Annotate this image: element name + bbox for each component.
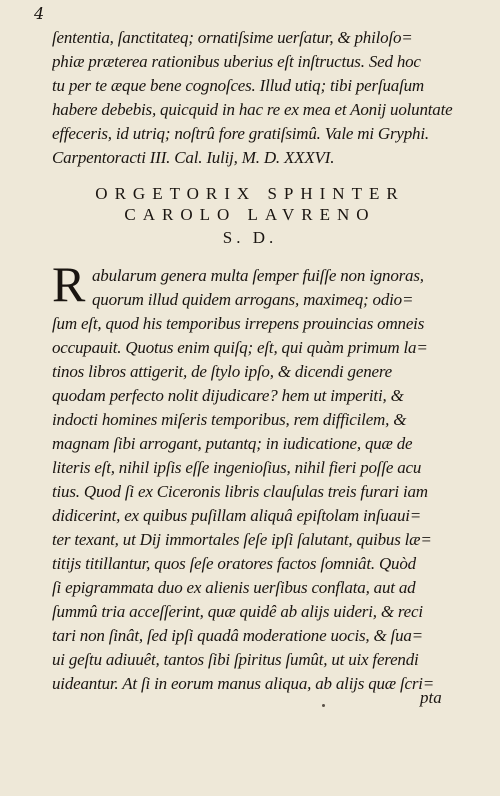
- text-line: uideantur. At ſi in eorum manus aliqua, ab alijs quæ ſcri=: [52, 674, 435, 693]
- text-line: occupauit. Quotus enim quiſq; eſt, qui quàm primum la=: [52, 338, 428, 357]
- text-line: indocti homines miſeris temporibus, rem difficilem, &: [52, 410, 407, 429]
- text-line: Carpentoracti III. Cal. Iulij, M. D. XXXVI.: [52, 148, 335, 167]
- catchword: pta: [420, 688, 442, 707]
- text-line: effeceris, id utriq; noſtrû fore gratiſsimû. Vale mi Gryphi.: [52, 124, 429, 143]
- text-line: tari non ſinât, ſed ipſi quadâ moderatione uocis, & ſua=: [52, 626, 423, 645]
- drop-cap: R: [52, 256, 86, 312]
- text-line: literis eſt, nihil ipſis eſſe ingenioſius, nihil fieri poſſe acu: [52, 458, 422, 477]
- text-line: abularum genera multa ſemper fuiſſe non ignoras,: [92, 266, 424, 285]
- text-line: quorum illud quidem arrogans, maximeq; odio=: [92, 290, 414, 309]
- text-line: phiæ præterea rationibus uberius eſt inſtructus. Sed hoc: [52, 52, 421, 71]
- paper-blemish: [322, 704, 325, 707]
- text-line: tius. Quod ſi ex Ciceronis libris clauſulas treis furari iam: [52, 482, 428, 501]
- text-line: magnam ſibi arrogant, putantq; in iudicatione, quæ de: [52, 434, 413, 453]
- page-number: 4: [34, 4, 45, 23]
- text-line: ter texant, ut Dij immortales ſeſe ipſi ſalutant, quibus læ=: [52, 530, 432, 549]
- text-line: ſum eſt, quod his temporibus irrepens prouincias omneis: [52, 314, 425, 333]
- salutation: S. D.: [222, 228, 278, 247]
- text-line: titijs titillantur, quos ſeſe oratores factos ſomniât. Quòd: [52, 554, 416, 573]
- letter-heading: ORGETORIX SPHINTER: [95, 184, 405, 203]
- letter-heading: CAROLO LAVRENO: [124, 205, 376, 224]
- text-line: tinos libros attigerit, de ſtylo ipſo, & dicendi genere: [52, 362, 392, 381]
- text-line: tu per te æque bene cognoſces. Illud utiq; tibi perſuaſum: [52, 76, 424, 95]
- text-line: ſummû tria acceſſerint, quæ quidê ab alijs uideri, & reci: [52, 602, 423, 621]
- text-line: habere debebis, quicquid in hac re ex mea et Aonij uoluntate: [52, 100, 453, 119]
- text-line: ui geſtu adiuuêt, tantos ſibi ſpiritus ſumût, ut uix ferendi: [52, 650, 419, 669]
- text-line: ſententia, ſanctitateq; ornatiſsime uerſatur, & philoſo=: [52, 28, 413, 47]
- text-line: didicerint, ex quibus puſillam aliquâ epiſtolam inſuaui=: [52, 506, 422, 525]
- text-line: quodam perfecto nolit dijudicare? hem ut imperiti, &: [52, 386, 404, 405]
- text-line: ſi epigrammata duo ex alienis uerſibus conflata, aut ad: [52, 578, 416, 597]
